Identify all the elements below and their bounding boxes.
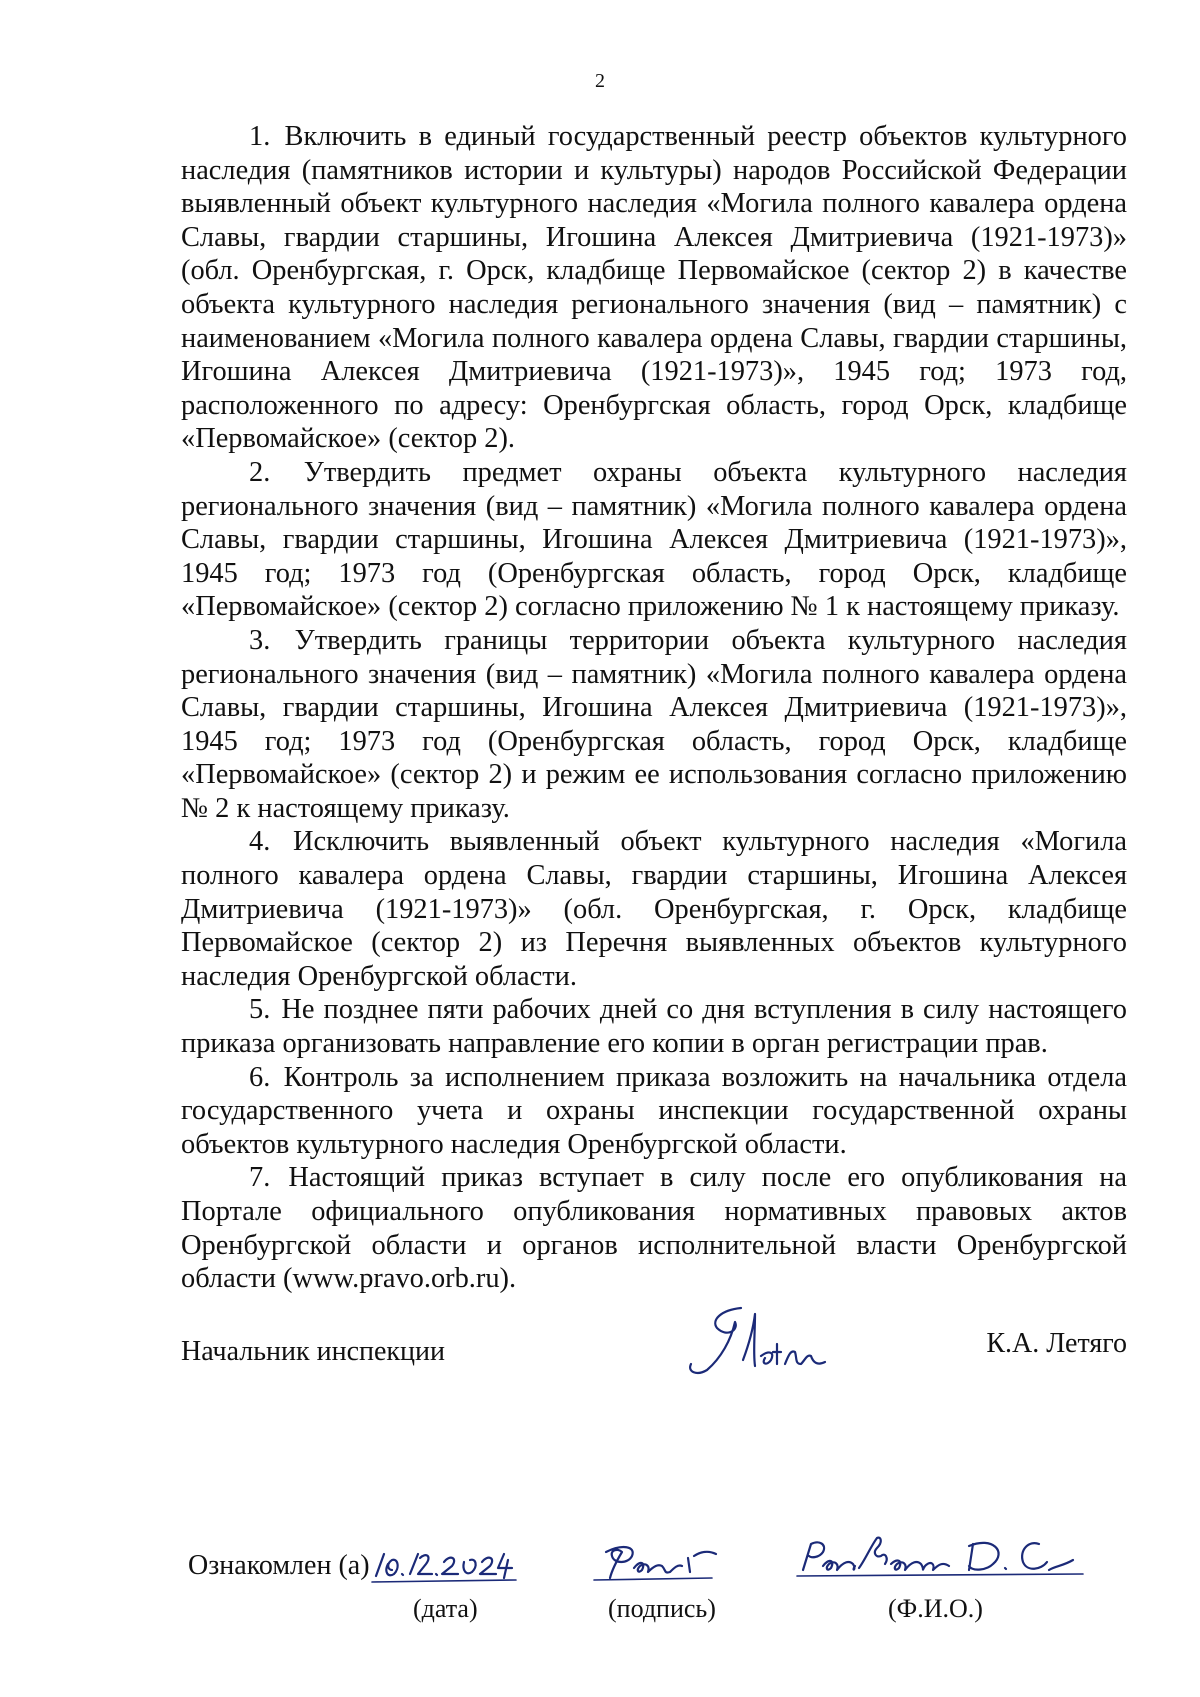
paragraph-number: 1. bbox=[249, 121, 271, 152]
handwritten-date bbox=[370, 1540, 520, 1588]
paragraph-text: Исключить выявленный объект культурного наследия «Могила полного кавалера ордена Славы, гвардии старшины, Игошина Алексея Дмитриевича (1921-1973)» (обл. Оренбургская, г. Орск, кладбище Первомайское (сектор 2) из Перечня выявленных объектов культурного наследия Оренбургской области. bbox=[181, 826, 1127, 992]
signature-caption: (подпись) bbox=[608, 1594, 716, 1623]
order-body bbox=[181, 120, 1127, 1296]
paragraph-item-5 bbox=[181, 993, 1127, 1060]
paragraph-number: 4. bbox=[249, 826, 271, 858]
acknowledgement-block bbox=[188, 1530, 1128, 1630]
paragraph-number: 2. bbox=[249, 456, 271, 488]
paragraph-number: 5. bbox=[249, 994, 271, 1026]
date-caption: (дата) bbox=[413, 1594, 478, 1623]
paragraph-text: Настоящий приказ вступает в силу после его опубликования на Портале официального опубликования нормативных правовых актов Оренбургской области и органов исполнительной власти Оренбургской области (www.pravo.orb.ru). bbox=[181, 1162, 1127, 1295]
paragraph-number: 3. bbox=[249, 624, 271, 656]
fio-caption: (Ф.И.О.) bbox=[888, 1594, 983, 1623]
signatory-name: К.А. Летяго bbox=[986, 1328, 1127, 1359]
signature-block bbox=[181, 1300, 1127, 1400]
paragraph-text: Не позднее пяти рабочих дней со дня вступления в силу настоящего приказа организовать направление его копии в орган регистрации прав. bbox=[181, 994, 1127, 1060]
paragraph-item-2 bbox=[181, 456, 1127, 624]
paragraph-item-4 bbox=[181, 825, 1127, 993]
paragraph-text: Утвердить предмет охраны объекта культурного наследия регионального значения (вид – памятник) «Могила полного кавалера ордена Славы, гвардии старшины, Игошина Алексея Дмитриевича (1921-1973)», 1945 год; 1973 год (Оренбургская область, город Орск, кладбище «Первомайское» (сектор 2) согласно приложению № 1 к настоящему приказу. bbox=[181, 456, 1127, 623]
paragraph-text: Контроль за исполнением приказа возложить на начальника отдела государственного учета и охраны инспекции государственной охраны объектов культурного наследия Оренбургской области. bbox=[181, 1061, 1127, 1160]
paragraph-item-7 bbox=[181, 1161, 1127, 1295]
paragraph-number: 7. bbox=[249, 1162, 271, 1194]
paragraph-item-1 bbox=[181, 120, 1127, 456]
handwritten-signature bbox=[681, 1300, 851, 1380]
paragraph-item-3 bbox=[181, 624, 1127, 826]
paragraph-item-6 bbox=[181, 1061, 1127, 1162]
handwritten-acknowledgement-signature bbox=[592, 1536, 732, 1588]
paragraph-text: Утвердить границы территории объекта культурного наследия регионального значения (вид – памятник) «Могила полного кавалера ордена Славы, гвардии старшины, Игошина Алексея Дмитриевича (1921-1973)», 1945 год; 1973 год (Оренбургская область, город Орск, кладбище «Первомайское» (сектор 2) и режим ее использования согласно приложению № 2 к настоящему приказу. bbox=[181, 624, 1127, 824]
paragraph-number: 6. bbox=[249, 1061, 271, 1093]
handwritten-full-name bbox=[793, 1530, 1093, 1588]
acknowledged-label: Ознакомлен (а) bbox=[188, 1550, 370, 1581]
paragraph-text: Включить в единый государственный реестр объектов культурного наследия (памятников истории и культуры) народов Российской Федерации выявленный объект культурного наследия «Могила полного кавалера ордена Славы, гвардии старшины, Игошина Алексея Дмитриевича (1921-1973)» (обл. Оренбургская, г. Орск, кладбище Первомайское (сектор 2) в качестве объекта культурного наследия регионального значения (вид – памятник) с наименованием «Могила полного кавалера ордена Славы, гвардии старшины, Игошина Алексея Дмитриевича (1921-1973)», 1945 год; 1973 год, расположенного по адресу: Оренбургская область, город Орск, кладбище «Первомайское» (сектор 2). bbox=[181, 121, 1127, 455]
signatory-title: Начальник инспекции bbox=[181, 1336, 445, 1367]
page-number: 2 bbox=[595, 70, 605, 92]
